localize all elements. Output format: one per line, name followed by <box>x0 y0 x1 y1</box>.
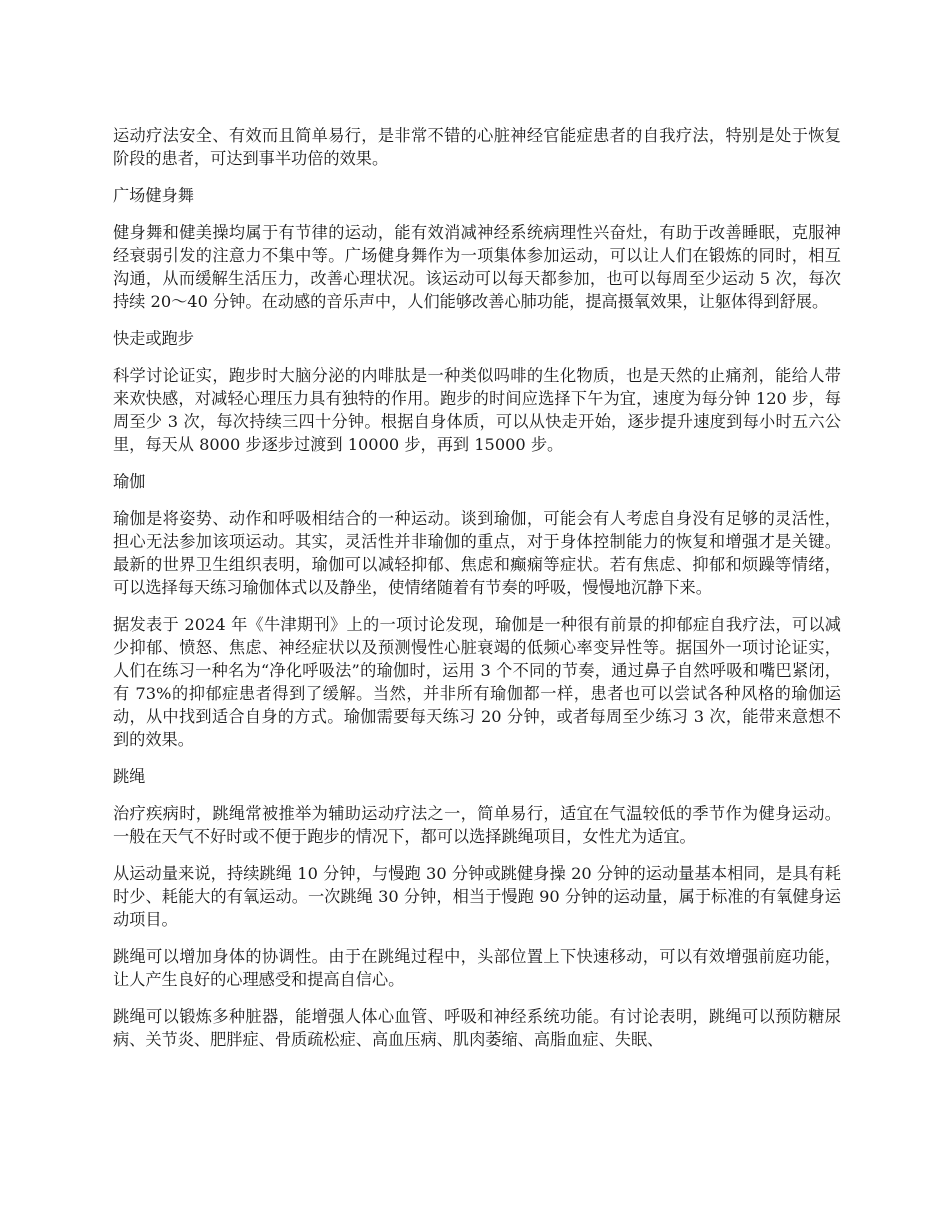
rope-paragraph-1: 治疗疾病时，跳绳常被推举为辅助运动疗法之一，简单易行，适宜在气温较低的季节作为健身运动。一般在天气不好时或不便于跑步的情况下，都可以选择跳绳项目，女性尤为适宜。 <box>113 804 841 846</box>
document-page <box>113 124 841 1065</box>
rope-paragraph-3: 跳绳可以增加身体的协调性。由于在跳绳过程中，头部位置上下快速移动，可以有效增强前庭功能，让人产生良好的心理感受和提高自信心。 <box>113 947 841 989</box>
running-paragraph: 科学讨论证实，跑步时大脑分泌的内啡肽是一种类似吗啡的生化物质，也是天然的止痛剂，能给人带来欢快感，对减轻心理压力具有独特的作用。跑步的时间应选择下午为宜，速度为每分钟 120 步，每周至少 3 次，每次持续三四十分钟。根据自身体质，可以从快走开始，逐步提升速度到每小时五六公里，每天从 8000 步逐步过渡到 10000 步，再到 15000 步。 <box>113 366 841 454</box>
dance-paragraph: 健身舞和健美操均属于有节律的运动，能有效消减神经系统病理性兴奋灶，有助于改善睡眠，克服神经衰弱引发的注意力不集中等。广场健身舞作为一项集体参加运动，可以让人们在锻炼的同时，相互沟通，从而缓解生活压力，改善心理状况。该运动可以每天都参加，也可以每周至少运动 5 次，每次持续 20～40 分钟。在动感的音乐声中，人们能够改善心肺功能，提高摄氧效果，让躯体得到舒展。 <box>113 223 841 311</box>
intro-paragraph: 运动疗法安全、有效而且简单易行，是非常不错的心脏神经官能症患者的自我疗法，特别是处于恢复阶段的患者，可达到事半功倍的效果。 <box>113 126 841 168</box>
section-heading-running: 快走或跑步 <box>113 329 194 348</box>
rope-paragraph-2: 从运动量来说，持续跳绳 10 分钟，与慢跑 30 分钟或跳健身操 20 分钟的运动量基本相同，是具有耗时少、耗能大的有氧运动。一次跳绳 30 分钟，相当于慢跑 90 分钟的运动量，属于标准的有氧健身运动项目。 <box>113 864 841 929</box>
section-heading-dance: 广场健身舞 <box>113 186 194 205</box>
yoga-paragraph-2: 据发表于 2024 年《牛津期刊》上的一项讨论发现，瑜伽是一种很有前景的抑郁症自我疗法，可以减少抑郁、愤怒、焦虑、神经症状以及预测慢性心脏衰竭的低频心率变异性等。据国外一项讨论证实，人们在练习一种名为“净化呼吸法”的瑜伽时，运用 3 个不同的节奏，通过鼻子自然呼吸和嘴巴紧闭，有 73%的抑郁症患者得到了缓解。当然，并非所有瑜伽都一样，患者也可以尝试各种风格的瑜伽运动，从中找到适合自身的方式。瑜伽需要每天练习 20 分钟，或者每周至少练习 3 次，能带来意想不到的效果。 <box>113 615 841 749</box>
section-heading-yoga: 瑜伽 <box>113 472 146 491</box>
rope-paragraph-4: 跳绳可以锻炼多种脏器，能增强人体心血管、呼吸和神经系统功能。有讨论表明，跳绳可以预防糖尿病、关节炎、肥胖症、骨质疏松症、高血压病、肌肉萎缩、高脂血症、失眠、 <box>113 1007 841 1049</box>
yoga-paragraph-1: 瑜伽是将姿势、动作和呼吸相结合的一种运动。谈到瑜伽，可能会有人考虑自身没有足够的灵活性，担心无法参加该项运动。其实，灵活性并非瑜伽的重点，对于身体控制能力的恢复和增强才是关键。最新的世界卫生组织表明，瑜伽可以减轻抑郁、焦虑和癫痫等症状。若有焦虑、抑郁和烦躁等情绪，可以选择每天练习瑜伽体式以及静坐，使情绪随着有节奏的呼吸，慢慢地沉静下来。 <box>113 509 841 597</box>
section-heading-rope: 跳绳 <box>113 767 146 786</box>
